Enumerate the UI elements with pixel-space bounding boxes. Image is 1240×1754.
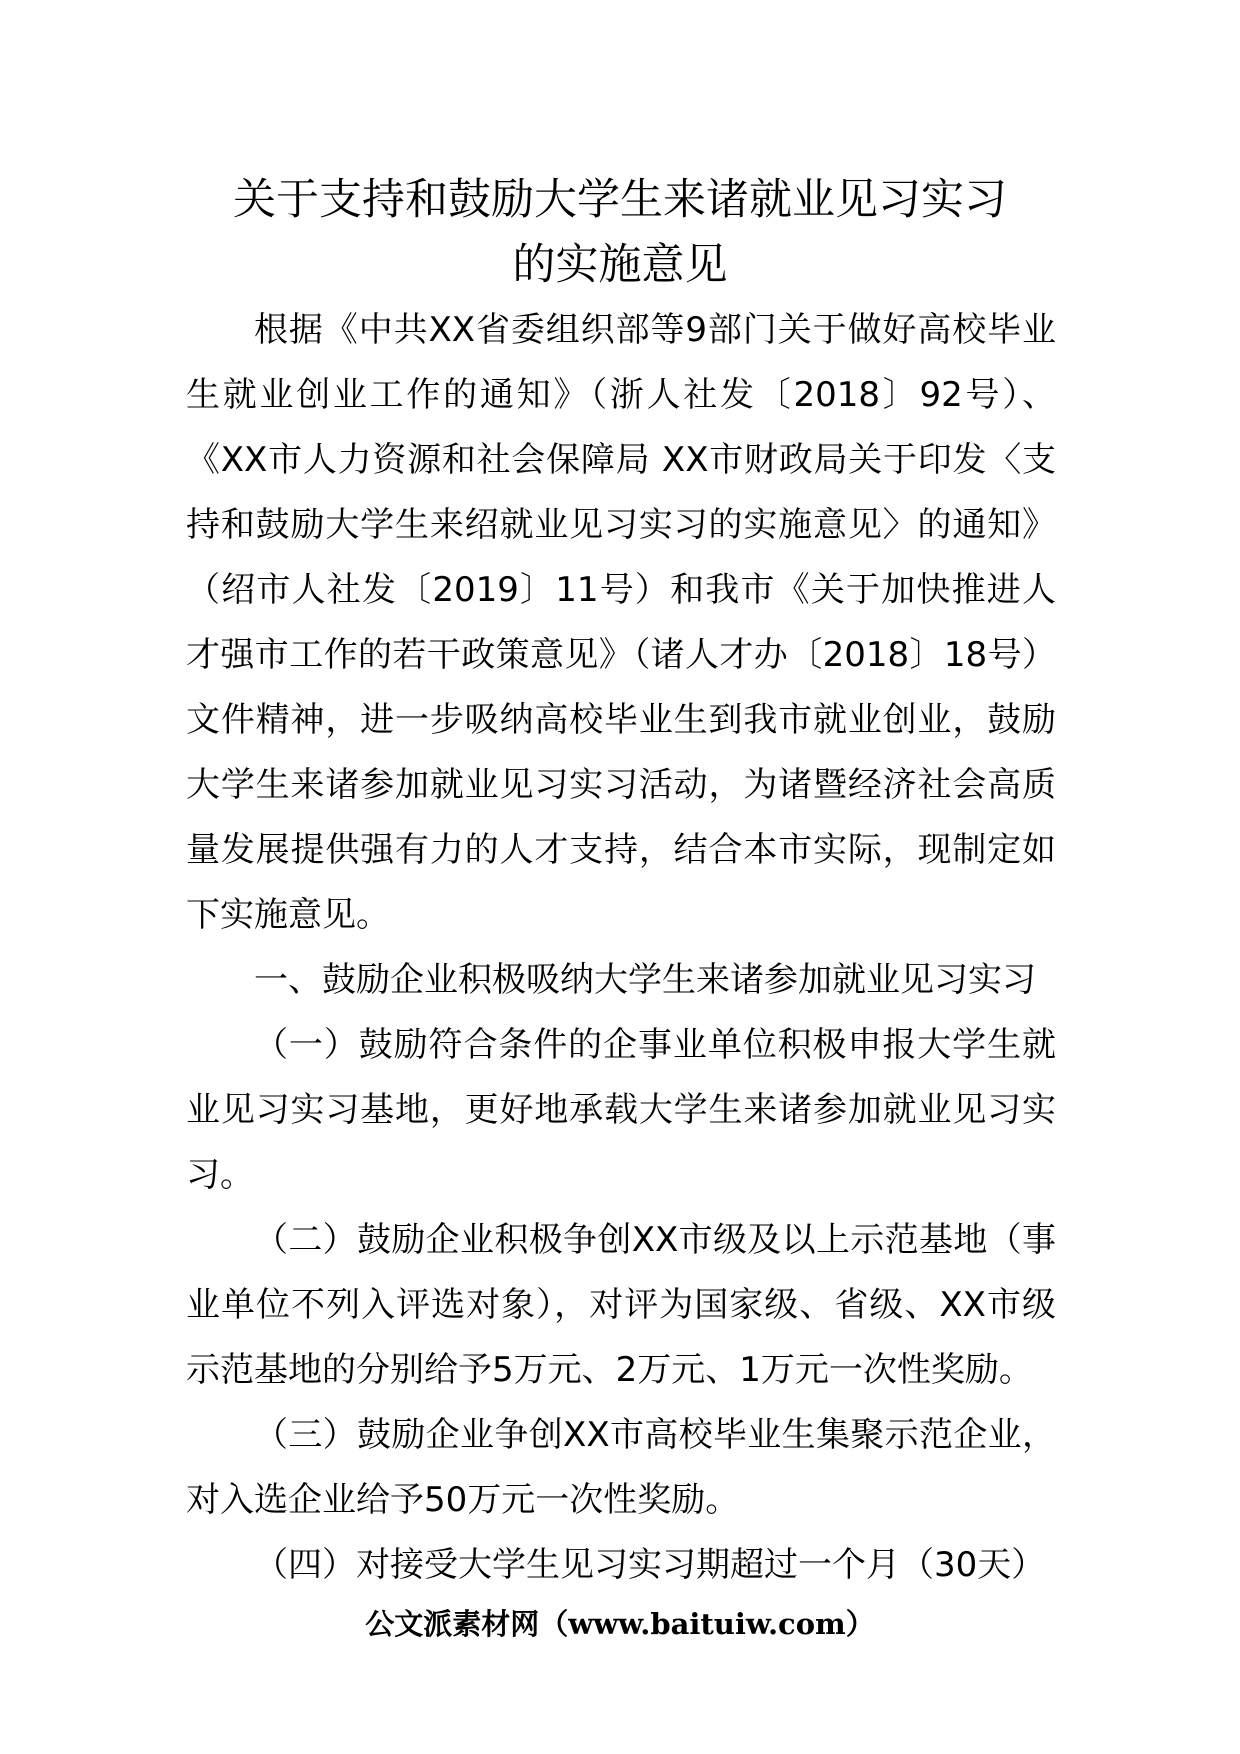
title-line-1: 关于支持和鼓励大学生来诸就业见习实习 (233, 175, 1007, 225)
paragraph-item-3: （三）鼓励企业争创XX市高校毕业生集聚示范企业，对入选企业给予50万元一次性奖励。 (186, 1415, 1056, 1520)
footer-watermark: 公文派素材网（www.baituiw.com） (365, 1607, 875, 1641)
document-body (186, 298, 1056, 1598)
paragraph-item-4: （四）对接受大学生见习实习期超过一个月（30天） (254, 1545, 1046, 1585)
document-title (180, 168, 1060, 298)
paragraph-item-1: （一）鼓励符合条件的企事业单位积极申报大学生就业见习实习基地，更好地承载大学生来诸参加就业见习实习。 (186, 1025, 1056, 1195)
title-line-2: 的实施意见 (512, 240, 728, 290)
paragraph-item-2: （二）鼓励企业积极争创XX市级及以上示范基地（事业单位不列入评选对象），对评为国家级、省级、XX市级示范基地的分别给予5万元、2万元、1万元一次性奖励。 (186, 1220, 1056, 1390)
paragraph-intro: 根据《中共XX省委组织部等9部门关于做好高校毕业生就业创业工作的通知》（浙人社发〔2018〕92号）、《XX市人力资源和社会保障局 XX市财政局关于印发〈支持和鼓励大学生来绍就业见习实习的实施意见〉的通知》（绍市人社发〔2019〕11号）和我市《关于加快推进人才强市工作的若干政策意见》（诸人才办〔2018〕18号）文件精神，进一步吸纳高校毕业生到我市就业创业，鼓励大学生来诸参加就业见习实习活动，为诸暨经济社会高质量发展提供强有力的人才支持，结合本市实际，现制定如下实施意见。 (186, 310, 1056, 935)
section-heading-1: 一、鼓励企业积极吸纳大学生来诸参加就业见习实习 (254, 960, 1036, 1000)
